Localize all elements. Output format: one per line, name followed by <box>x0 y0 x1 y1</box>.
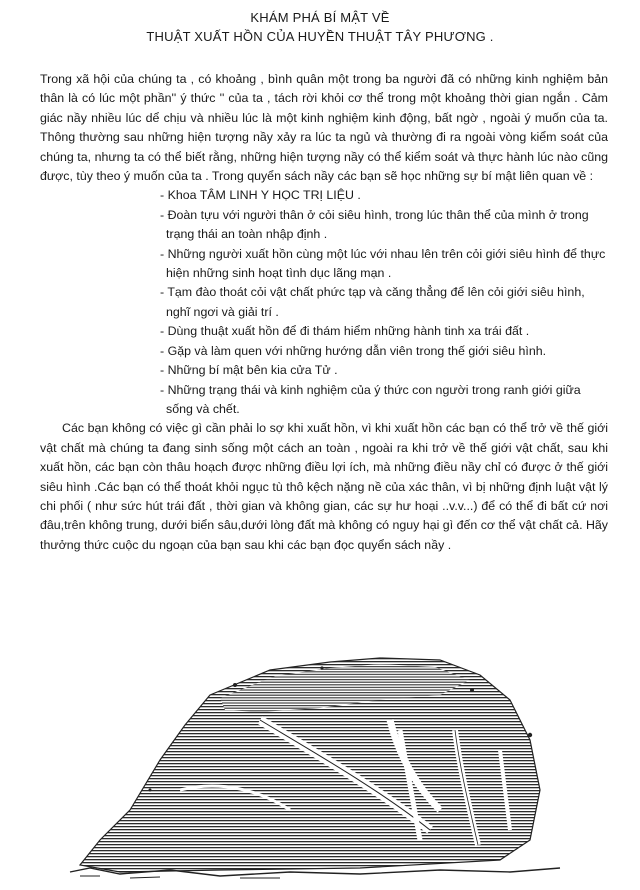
title-line-1: KHÁM PHÁ BÍ MẬT VỀ <box>250 10 390 25</box>
list-item: - Đoàn tựu với người thân ở cỏi siêu hình, trong lúc thân thể của mình ở trong trạng thái an toàn nhập định . <box>160 207 589 242</box>
page-title <box>0 8 640 46</box>
list-item: - Tạm đào thoát cỏi vật chất phức tạp và căng thẳng để lên cỏi giới siêu hình, nghĩ ngơi và giải trí . <box>160 285 585 319</box>
document-body <box>40 70 608 555</box>
list-item: - Dùng thuật xuất hồn để đi thám hiểm những hành tinh xa trái đất . <box>160 324 530 339</box>
title-line-2: THUẬT XUẤT HỒN CỦA HUYỀN THUẬT TÂY PHƯƠNG . <box>146 29 494 44</box>
list-item: - Khoa TÂM LINH Y HỌC TRỊ LIỆU . <box>160 188 361 203</box>
list-item: - Những người xuất hồn cùng một lúc với nhau lên trên cỏi giới siêu hình để thực hiện những sinh hoạt tình dục lãng mạn . <box>160 246 606 281</box>
list-item: - Những trạng thái và kinh nghiệm của ý thức con người trong ranh giới giữa sống và chết. <box>160 382 581 416</box>
closing-paragraph: Các bạn không có việc gì cần phải lo sợ khi xuất hồn, vì khi xuất hồn các bạn có thể trở về thế giới vật chất mà chúng ta đang sinh sống một cách an toàn , ngoài ra khi trở về thế giới vật chất, sau khi xuất hồn, các bạn còn thâu hoạch được những điều lợi ích, mà những điều nầy chỉ có được ở thế giới siêu hình .Các bạn có thể thoát khỏi ngục tù thô kệch nặng nề của xác thân, vì bị những định luật vật lý chi phối ( như sức hút trái đất , thời gian và không gian, các sự hư hoại ..v.v...) để có thể đi bất cứ nơi đâu,trên không trung, dưới biển sâu,dưới lòng đất mà không có nguy hại gì đến cơ thể vật chất cả. Hãy thưởng thức cuộc du ngoạn của bạn sau khi các bạn đọc quyển sách nầy . <box>40 421 608 552</box>
topic-list <box>40 186 608 419</box>
list-item: - Gặp và làm quen với những hướng dẫn viên trong thế giới siêu hình. <box>160 343 547 358</box>
rock-sketch-icon <box>60 640 580 880</box>
list-item: - Những bí mật bên kia cửa Tử . <box>160 363 338 378</box>
intro-paragraph: Trong xã hội của chúng ta , có khoảng , bình quân một trong ba người đã có những kinh nghiệm bản thân là có lúc một phần'' ý thức '' của ta , tách rời khỏi cơ thể trong một khoảng thời gian ngắn . Cảm giác nầy nhiều lúc dể chịu và nhiều lúc là một kinh nghiệm kinh động, bất ngờ , ngoài ý muốn của ta. Thông thường sau những hiện tượng nầy xảy ra lúc ta ngủ và thường đi ra ngoài vòng kiểm soát của chúng ta, nhưng ta có thể biết rằng, những hiện tượng nầy có thể kiểm soát và thực hành lúc nào cũng được, tùy theo ý muốn của ta . Trong quyển sách nầy các bạn sẽ học những sự bí mật liên quan về : <box>40 72 608 184</box>
